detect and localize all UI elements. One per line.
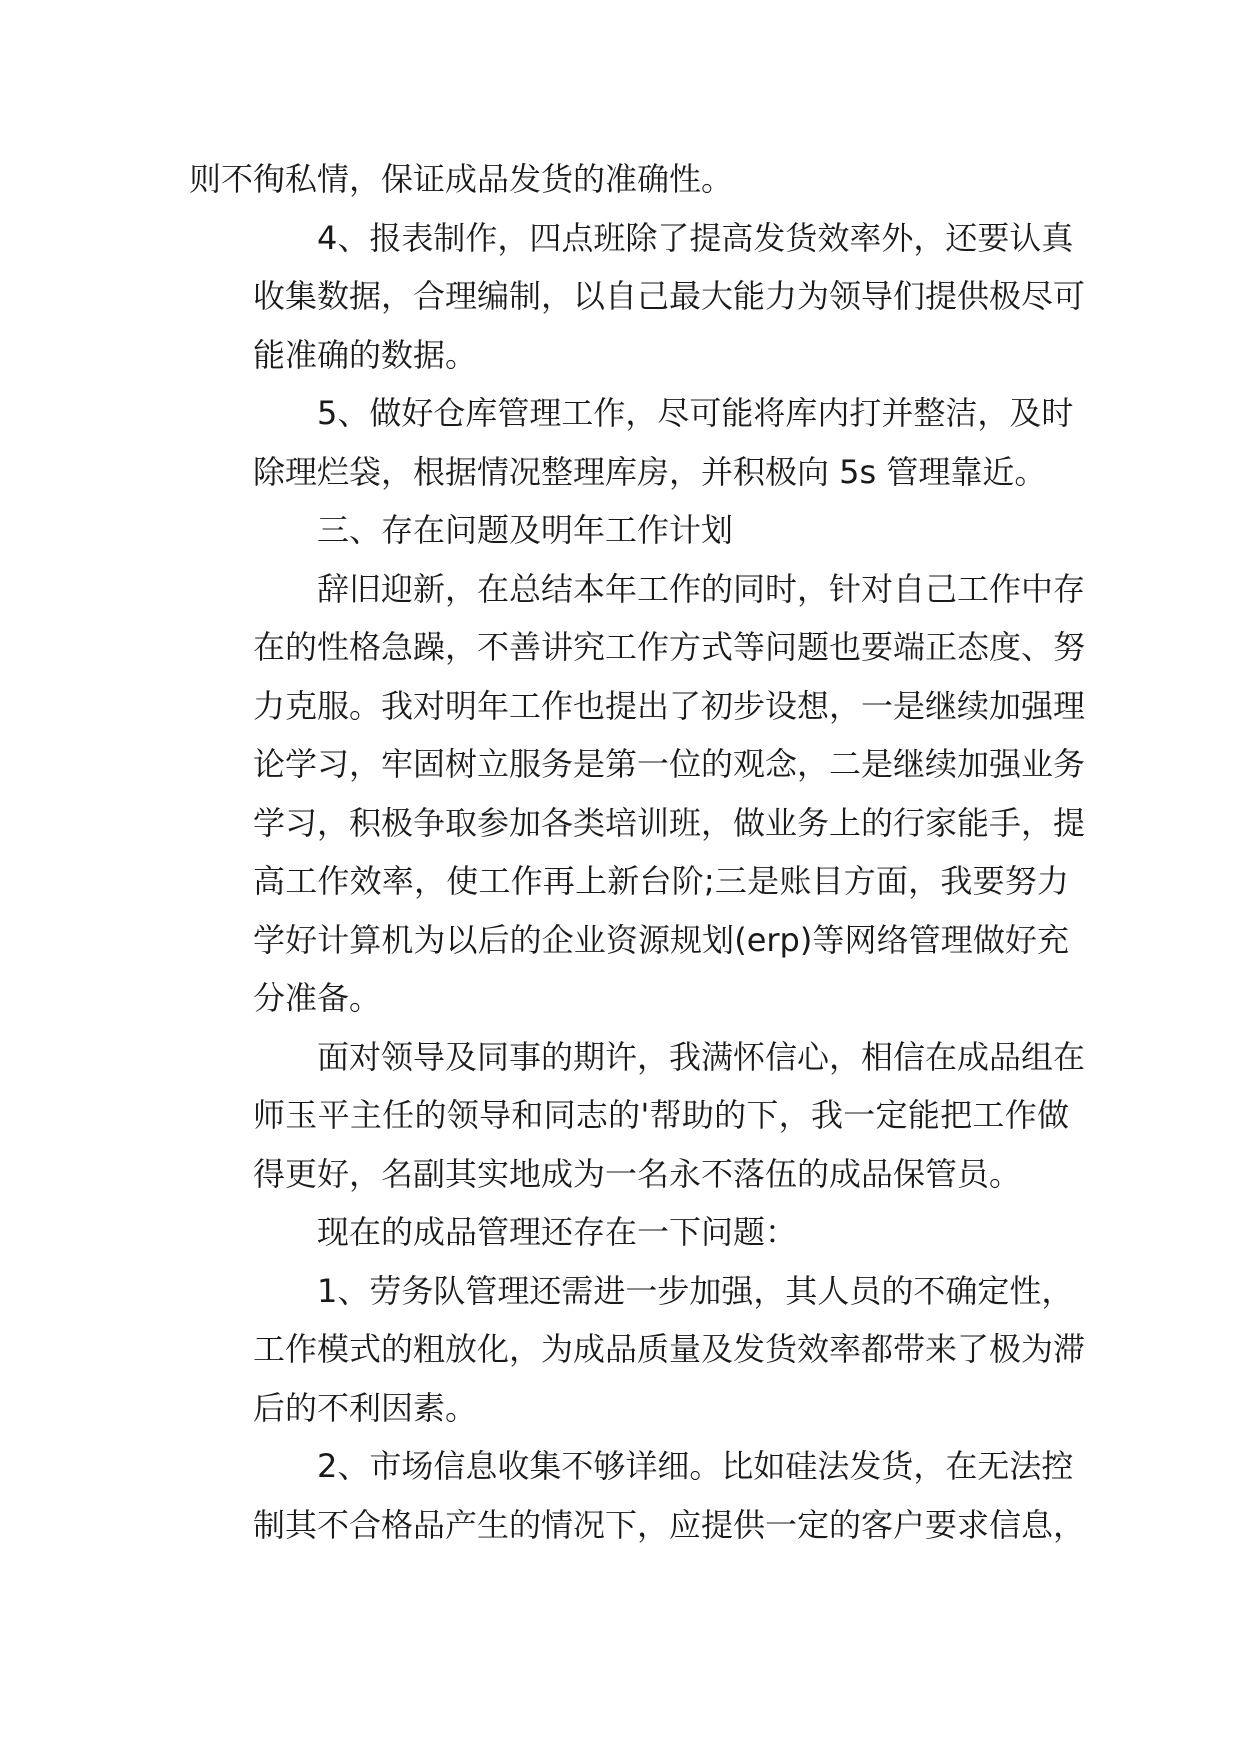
paragraph (189, 209, 1086, 385)
text-line: 分准备。 (253, 979, 382, 1017)
text-line: 力克服。我对明年工作也提出了初步设想，一是继续加强理 (253, 686, 1086, 725)
text-line: 除理烂袋，根据情况整理库房，并积极向 5s 管理靠近。 (253, 452, 1047, 491)
text-line: 则不徇私情，保证成品发货的准确性。 (189, 160, 734, 198)
text-line: 得更好，名副其实地成为一名永不落伍的成品保管员。 (253, 1154, 1022, 1193)
paragraph (189, 384, 1074, 501)
text-line: 制其不合格品产生的情况下，应提供一定的客户要求信息， (253, 1505, 1086, 1544)
text-line: 后的不利因素。 (253, 1388, 478, 1427)
text-line: 三、存在问题及明年工作计划 (317, 511, 734, 549)
paragraph (189, 560, 1086, 1028)
text-line: 工作模式的粗放化，为成品质量及发货效率都带来了极为滞 (253, 1330, 1086, 1368)
paragraph (189, 501, 1069, 560)
text-line: 论学习，牢固树立服务是第一位的观念，二是继续加强业务 (253, 745, 1086, 783)
text-line: 收集数据，合理编制，以自己最大能力为领导们提供极尽可 (253, 277, 1086, 315)
paragraph (189, 1262, 1086, 1438)
paragraph (189, 1437, 1086, 1554)
text-line: 能准确的数据。 (253, 335, 478, 374)
text-line: 1、劳务队管理还需进一步加强，其人员的不确定性， (317, 1271, 1074, 1310)
text-line: 师玉平主任的领导和同志的'帮助的下，我一定能把工作做 (253, 1096, 1069, 1134)
paragraph (189, 150, 1069, 209)
text-line: 面对领导及同事的期许，我满怀信心，相信在成品组在 (317, 1037, 1086, 1076)
text-line: 2、市场信息收集不够详细。比如硅法发货，在无法控 (317, 1447, 1074, 1485)
document-body (189, 150, 1086, 1554)
text-line: 现在的成品管理还存在一下问题： (317, 1213, 798, 1251)
text-line: 在的性格急躁，不善讲究工作方式等问题也要端正态度、努 (253, 628, 1086, 666)
text-line: 4、报表制作，四点班除了提高发货效率外，还要认真 (317, 218, 1074, 257)
text-line: 5、做好仓库管理工作，尽可能将库内打并整洁，及时 (317, 394, 1074, 432)
text-line: 学好计算机为以后的企业资源规划(erp)等网络管理做好充 (253, 920, 1069, 959)
paragraph (189, 1203, 1069, 1262)
text-line: 学习，积极争取参加各类培训班，做业务上的行家能手，提 (253, 803, 1086, 842)
text-line: 辞旧迎新，在总结本年工作的同时，针对自己工作中存 (317, 569, 1086, 608)
paragraph (189, 1028, 1086, 1204)
text-line: 高工作效率，使工作再上新台阶;三是账目方面，我要努力 (253, 862, 1069, 900)
